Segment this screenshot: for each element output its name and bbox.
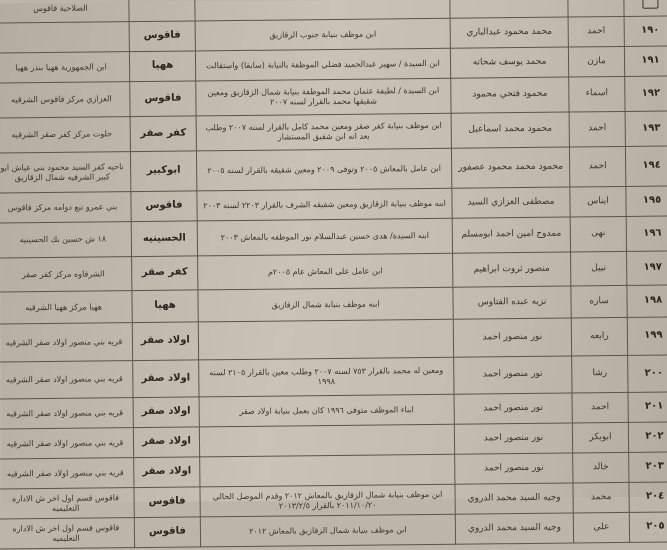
father-name-cell: منصور ثروت ابراهيم <box>453 252 571 287</box>
city-cell: اولاد صقر <box>133 360 199 398</box>
father-name-cell: محمود محمد محمود عصفور <box>451 147 569 188</box>
description-cell <box>200 454 455 487</box>
city-cell: ههيا <box>132 290 198 323</box>
father-name-cell: محمد يوسف شحاته <box>450 47 568 78</box>
description-cell: ابناء الموظف متوفى ١٩٩٦ كان يعمل بنيابة اولاد صقر <box>199 394 454 427</box>
father-name-cell: نور منصور احمد <box>454 393 572 424</box>
father-name-cell: محمود فتحي محمود <box>451 77 569 113</box>
father-name-cell: نور منصور احمد <box>454 423 572 454</box>
description-cell: ابن السيدة / لطيفة عثمان محمد الموظفة بنيابة شمال الزقازيق ومعين شقيقها محمد بالقرار لسنه ٢٠٠٧ <box>196 78 451 116</box>
row-number-cell: ١٩٠ <box>624 16 667 47</box>
row-number-cell: ٢٠٤ <box>629 482 667 513</box>
first-name-cell: محمد <box>573 482 629 513</box>
description-cell: ابنه موظف بنيابة شمال الزقازيق <box>198 287 453 322</box>
city-cell: فاقوس <box>134 517 200 548</box>
description-cell: ومعين له محمد بالقرار ٧٥٣ لسنه ٢٠٠٧ وطلب معين بالقرار ٢١٠٥ لسنه ١٩٩٨ <box>199 357 454 397</box>
city-cell: فاقوس <box>130 81 196 117</box>
father-name-cell: نور منصور احمد <box>453 318 571 357</box>
description-cell: ابن موظف بنيابة شمال الزقازيق بالمعاش ٢٠١٢ <box>200 514 455 547</box>
city-cell: كفر صقر <box>132 256 198 291</box>
address-cell: بني عمرو تبع دوامه مركز فاقوس <box>0 192 131 223</box>
table-header-mark-icon <box>642 0 658 9</box>
address-cell: قريه بني منصور اولاد صقر الشرقيه <box>0 398 133 429</box>
address-cell: ١٨ ش حسين بك الحسينيه <box>0 222 132 258</box>
address-cell: قريه بني منصور اولاد صقر الشرقيه <box>0 323 133 362</box>
description-cell: ابنه السيدة/ هدى حسين عبدالسلام نور الموظفه بالمعاش ٢٠٠٣ <box>197 218 452 256</box>
address-cell: قريه بني منصور اولاد صقر الشرقيه <box>0 361 133 399</box>
first-name-cell: احمد <box>572 392 628 423</box>
father-name-cell: نور منصور احمد <box>455 453 573 484</box>
father-name-cell: مصطفى العزازي السيد <box>452 187 570 218</box>
row-number-cell: ١٩٨ <box>627 285 667 318</box>
father-name-cell: نزيه عبده الفتاوس <box>453 286 571 319</box>
description-cell: ابن السيدة / سهير عبدالحميد فضلي الموظفة بالنيابة (سابقا) واستقالت <box>195 48 450 81</box>
city-cell: كفر صقر <box>130 116 196 152</box>
city-cell: ابوكبير <box>130 151 196 192</box>
first-name-cell: احمد <box>569 146 625 187</box>
first-name-cell: علي <box>573 512 629 543</box>
row-number-cell: ٢٠٠ <box>628 355 667 393</box>
address-cell: قريه بني منصور اولاد صقر الشرقيه <box>0 458 134 489</box>
row-number-cell: ١٩٤ <box>625 146 667 187</box>
address-cell: قريه بني منصور اولاد صقر الشرقيه <box>0 428 134 459</box>
header-mark-cell <box>624 0 667 16</box>
description-cell: ابن موظف بنيابة شمال الزقازيق بالمعاش ٢٠١٢ وقدم الموصل الحالي ٢٠١١/١٠/٢٠ بالقرار ٢٠١٣/٢/٥ <box>200 484 455 517</box>
header-cell-father <box>450 0 568 18</box>
father-name-cell: وجيه السيد محمد الدروي <box>455 483 573 514</box>
description-cell: ابن عامل بالمعاش ٢٠٠٥ وتوفى ٢٠٠٩ ومعين شقيقه بالقرار لسنه ٢٠٠٥ <box>196 148 451 191</box>
father-name-cell: ممدوح امين احمد ابومسلم <box>452 217 570 253</box>
city-cell: اولاد صقر <box>132 322 198 361</box>
father-name-cell: نور منصور احمد <box>454 356 572 394</box>
first-name-cell: رشا <box>572 355 628 393</box>
first-name-cell: خالد <box>573 452 629 483</box>
father-name-cell: محمود محمد اسماعيل <box>451 112 569 148</box>
row-number-cell: ١٩٩ <box>627 317 667 356</box>
first-name-cell: ابوبكر <box>572 422 628 453</box>
first-name-cell: رابعه <box>571 317 627 356</box>
row-number-cell: ٢٠٥ <box>629 512 667 543</box>
row-number-cell: ١٩١ <box>624 46 667 77</box>
city-cell: اولاد صقر <box>133 427 199 458</box>
description-cell: ابنه موظف بنيابة الزقازيق ومعين شقيقه الشرف بالقرار ٢٢٠٣ لسنه ٢٠٠٣ <box>197 188 452 221</box>
first-name-cell: ايناس <box>570 186 626 217</box>
address-cell: العزازي مركز فاقوس الشرقيه <box>0 82 130 118</box>
city-cell: فاقوس <box>131 191 197 222</box>
row-number-cell: ٢٠١ <box>628 392 667 423</box>
first-name-cell: نهى <box>570 216 626 252</box>
row-number-cell: ١٩٥ <box>626 186 667 217</box>
father-name-cell: محمد محمود عبدالباري <box>450 17 568 48</box>
city-cell: الحسينيه <box>131 221 197 257</box>
address-cell: ابن الجمهورية ههيا بندر ههيا <box>0 52 130 83</box>
description-cell <box>198 319 453 360</box>
row-number-cell: ١٩٦ <box>626 216 667 252</box>
description-cell: ابن موظف بنيابة كفر صقر ومعين محمد كامل بالقرار لسنه ٢٠٠٧ وطلب بعد انه ابن شقيق المستشار <box>196 113 451 151</box>
address-cell: الشرقاوه مركز كفر صقر <box>0 257 132 292</box>
description-cell: ابن عامل على المعاش عام ٢٠٠٥م <box>198 253 453 290</box>
table-row <box>0 146 667 193</box>
first-name-cell: احمد <box>569 111 625 147</box>
address-cell: ههيا مركز ههيا الشرقيه <box>0 291 132 324</box>
first-name-cell: ساره <box>571 285 627 318</box>
row-number-cell: ٢٠٢ <box>628 422 667 453</box>
row-number-cell: ١٩٢ <box>625 76 667 112</box>
row-number-cell: ١٩٣ <box>625 111 667 147</box>
header-cell-city <box>129 0 195 22</box>
city-cell: فاقوس <box>129 21 195 52</box>
address-cell: حلوت مركز كفر صقر الشرقيه <box>0 117 130 153</box>
row-number-cell: ٢٠٣ <box>629 452 667 483</box>
row-number-cell: ١٩٧ <box>627 251 667 286</box>
address-cell: ناحيه كفر السيد محمود بني عياش ابو كبير الشرقيه شمال الزقازيق <box>0 152 131 193</box>
address-cell: فاقوس قسم اول اخر ش الاداره التعليميه <box>0 488 134 519</box>
first-name-cell: نبيل <box>571 251 627 286</box>
description-cell: ابن موظف بنيابة جنوب الزقازيق <box>195 18 450 51</box>
father-name-cell: وجيه السيد محمد الدروي <box>455 513 573 544</box>
table-row <box>0 512 667 549</box>
header-cell-first <box>568 0 624 17</box>
header-cell-addr: الصلاحية فاقوس <box>0 0 129 23</box>
description-cell <box>199 424 454 457</box>
first-name-cell: احمد <box>568 16 624 47</box>
address-cell: فاقوس قسم اول اخر ش الاداره التعليميه <box>0 518 135 549</box>
first-name-cell: مازن <box>568 46 624 77</box>
city-cell: اولاد صقر <box>134 457 200 488</box>
city-cell: فاقوس <box>134 487 200 518</box>
address-cell <box>0 22 129 53</box>
city-cell: ههيا <box>129 51 195 82</box>
city-cell: اولاد صقر <box>133 397 199 428</box>
first-name-cell: اسماء <box>569 76 625 112</box>
